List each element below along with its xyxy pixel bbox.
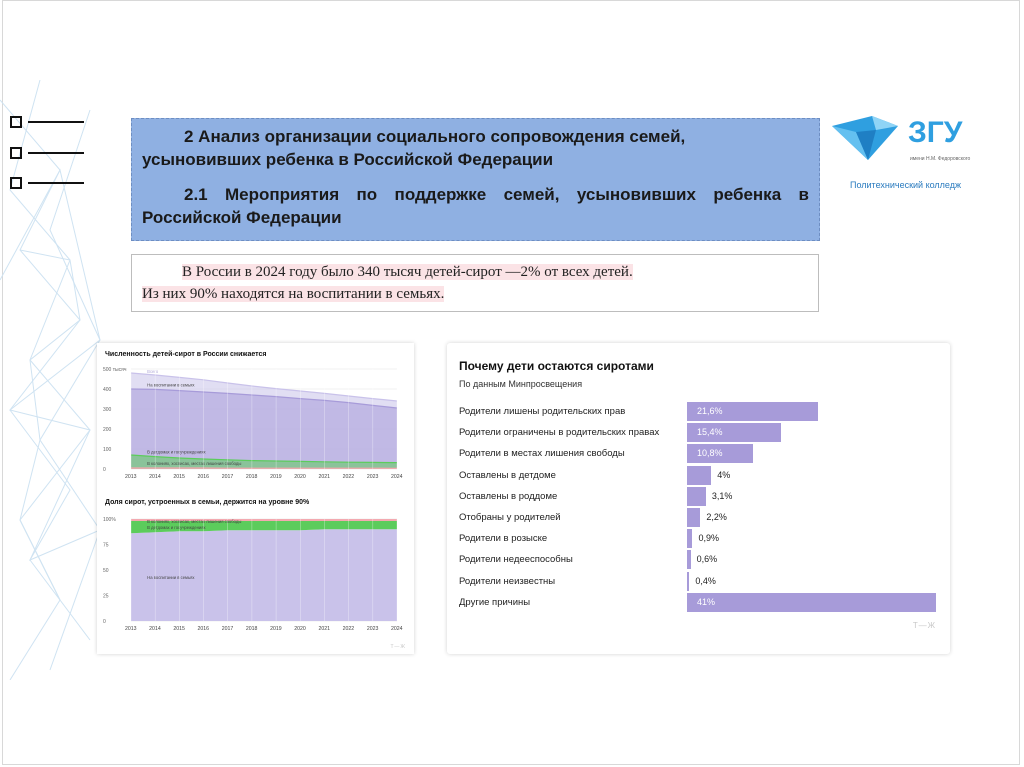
orphan-stats-card — [97, 343, 414, 654]
x-tick-label: 2014 — [149, 626, 161, 632]
bar — [687, 508, 700, 527]
diamond-logo-icon — [832, 108, 1002, 178]
x-tick-label: 2020 — [294, 474, 306, 480]
college-caption: Политехнический колледж — [850, 180, 961, 190]
fact-box — [131, 254, 819, 312]
x-tick-label: 2018 — [245, 626, 258, 632]
x-tick-label: 2017 — [221, 626, 234, 632]
x-tick-label: 2020 — [294, 626, 306, 632]
bar-value-label: 21,6% — [697, 406, 723, 416]
series-label: На воспитании в семьях — [147, 382, 195, 388]
chart2-title: Доля сирот, устроенных в семьи, держится на уровне 90% — [105, 499, 310, 506]
series-label: На воспитании в семьях — [147, 575, 195, 581]
x-tick-label: 2022 — [342, 626, 355, 632]
x-tick-label: 2013 — [125, 474, 137, 480]
bar — [687, 572, 689, 591]
series-label: В колониях, хосписах, местах лишения свободы — [147, 461, 242, 466]
y-tick-label: 25 — [103, 593, 109, 600]
y-tick-label: 100 — [103, 447, 112, 453]
y-tick-label: 300 — [103, 407, 112, 413]
y-tick-label: 400 — [103, 387, 112, 393]
x-tick-label: 2014 — [149, 474, 161, 480]
bar-category-label: Другие причины — [459, 596, 531, 608]
x-tick-label: 2023 — [366, 474, 379, 480]
bar-value-label: 0,6% — [696, 554, 718, 565]
bar — [687, 593, 936, 612]
x-tick-label: 2024 — [391, 474, 403, 480]
x-tick-label: 2015 — [173, 474, 185, 480]
y-tick-label: 50 — [103, 568, 109, 574]
x-tick-label: 2016 — [197, 626, 210, 632]
family-share-chart — [97, 509, 414, 639]
x-tick-label: 2019 — [270, 474, 282, 480]
x-tick-label: 2022 — [342, 474, 355, 480]
series-label: В колониях, хосписах, местах лишения свободы — [147, 519, 242, 524]
bar-value-label: 2,2% — [706, 512, 727, 522]
x-tick-label: 2023 — [366, 626, 379, 632]
chart3-subtitle: По данным Минпросвещения — [459, 379, 583, 389]
bar-value-label: 4% — [717, 469, 731, 480]
section-title: 2 Анализ организации социального сопровождения семей, усыновивших ребенка в Российской Федерации — [142, 127, 686, 169]
checkbox-list-icon — [10, 177, 84, 191]
y-tick-label: 500 тысяч — [103, 367, 127, 373]
subsection-title: 2.1 Мероприятия по поддержке семей, усыновивших ребенка в Российской Федерации — [142, 185, 809, 227]
x-tick-label: 2021 — [318, 626, 331, 632]
y-tick-label: 75 — [103, 542, 109, 549]
x-tick-label: 2016 — [197, 474, 210, 480]
x-tick-label: 2013 — [125, 626, 137, 632]
bar — [687, 550, 691, 569]
bar-category-label: Родители в местах лишения свободы — [459, 448, 625, 460]
checkbox-list-icon — [10, 147, 84, 161]
bar-category-label: Родители ограничены в родительских правах — [459, 427, 660, 439]
logo-subtext: имени Н.М. Федоровского — [910, 156, 971, 162]
x-tick-label: 2019 — [270, 626, 282, 632]
bar-category-label: Родители лишены родительских прав — [459, 406, 626, 417]
x-tick-label: 2024 — [391, 626, 403, 632]
bar-category-label: Родители в розыске — [459, 533, 548, 545]
bar-category-label: Отобраны у родителей — [459, 512, 561, 523]
watermark-right: Т—Ж — [912, 621, 936, 630]
bar-value-label: 0,4% — [695, 575, 716, 586]
bar — [687, 466, 711, 485]
slide-title-box — [131, 118, 820, 241]
series-label: Всего — [147, 369, 159, 374]
fact-line-1: В России в 2024 году было 340 тысяч детей-сирот —2% от всех детей. — [182, 264, 633, 280]
bar-category-label: Оставлены в роддоме — [459, 490, 558, 502]
fact-line-2: Из них 90% находятся на воспитании в семьях. — [142, 286, 445, 302]
watermark-left: Т—Ж — [390, 644, 406, 650]
bar-value-label: 0,9% — [698, 533, 719, 544]
series-label: В детдомах и госучреждениях — [147, 525, 206, 531]
x-tick-label: 2017 — [221, 474, 234, 480]
y-tick-label: 100% — [103, 517, 116, 523]
x-tick-label: 2018 — [245, 474, 258, 480]
bar-category-label: Родители недееспособны — [459, 554, 573, 566]
x-tick-label: 2015 — [173, 626, 185, 632]
y-tick-label: 200 — [103, 427, 112, 433]
bar-value-label: 10,8% — [697, 448, 723, 459]
checkbox-list-icon — [10, 116, 84, 130]
bar-value-label: 41% — [697, 596, 716, 607]
bar-category-label: Оставлены в детдоме — [459, 469, 556, 481]
bar-category-label: Родители неизвестны — [459, 575, 556, 587]
reasons-chart-card — [447, 343, 950, 654]
y-tick-label: 0 — [103, 619, 106, 625]
bar-value-label: 3,1% — [711, 490, 733, 501]
x-tick-label: 2021 — [318, 474, 331, 480]
orphan-count-chart — [97, 361, 414, 489]
y-tick-label: 0 — [103, 467, 106, 473]
bar-value-label: 15,4% — [697, 427, 723, 438]
logo-text: ЗГУ — [908, 116, 963, 149]
bar — [687, 529, 692, 548]
series-label: В детдомах и госучреждениях — [147, 449, 206, 455]
chart1-title: Численность детей-сирот в России снижается — [105, 351, 267, 358]
chart3-title: Почему дети остаются сиротами — [459, 359, 654, 373]
bar — [687, 487, 706, 506]
